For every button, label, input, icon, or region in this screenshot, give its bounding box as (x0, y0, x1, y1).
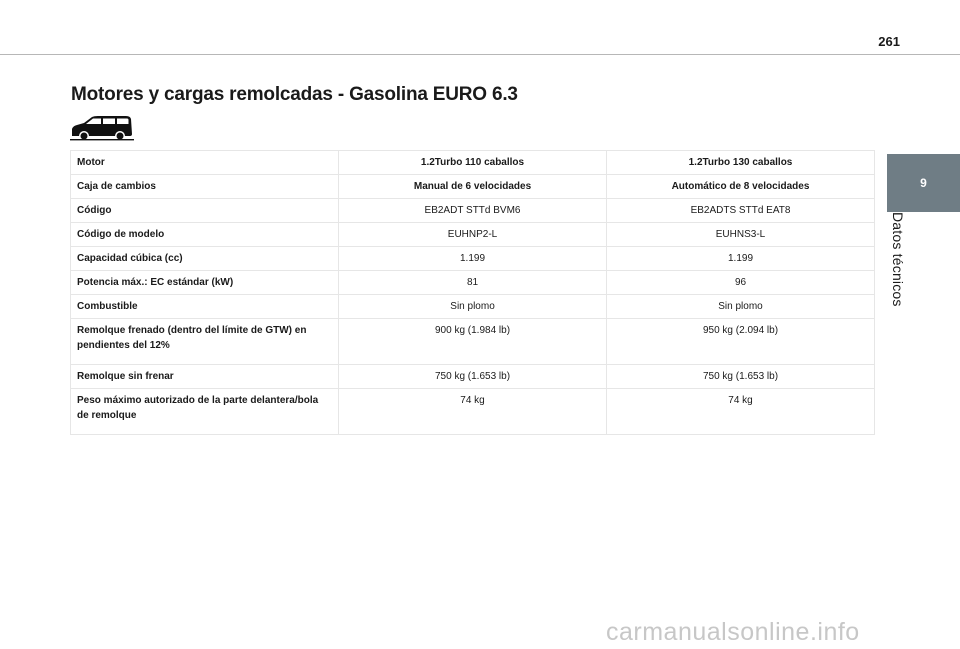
row-label: Código (71, 199, 339, 223)
row-label: Remolque frenado (dentro del límite de GTW) en pendientes del 12% (71, 319, 339, 365)
table-row (71, 223, 875, 247)
table-row (71, 199, 875, 223)
row-label: Peso máximo autorizado de la parte delantera/bola de remolque (71, 389, 339, 435)
row-value: 950 kg (2.094 lb) (607, 319, 875, 365)
table-row (71, 365, 875, 389)
engine-spec-table (70, 150, 875, 435)
row-value: 1.199 (339, 247, 607, 271)
row-value: 750 kg (1.653 lb) (607, 365, 875, 389)
row-value: 74 kg (339, 389, 607, 435)
row-value: 81 (339, 271, 607, 295)
page-title: Motores y cargas remolcadas - Gasolina EURO 6.3 (71, 84, 518, 105)
row-value: EB2ADT STTd BVM6 (339, 199, 607, 223)
watermark: carmanualsonline.info (606, 618, 860, 646)
row-value: 750 kg (1.653 lb) (339, 365, 607, 389)
row-value: Sin plomo (339, 295, 607, 319)
row-label: Capacidad cúbica (cc) (71, 247, 339, 271)
chapter-title: Datos técnicos (890, 212, 906, 307)
row-value: Automático de 8 velocidades (607, 175, 875, 199)
table-row (71, 389, 875, 435)
row-value: Manual de 6 velocidades (339, 175, 607, 199)
chapter-tab[interactable] (887, 154, 960, 212)
row-value: Sin plomo (607, 295, 875, 319)
header-rule (0, 54, 960, 55)
row-label: Combustible (71, 295, 339, 319)
row-value: 1.199 (607, 247, 875, 271)
row-value: EUHNP2-L (339, 223, 607, 247)
row-value: 96 (607, 271, 875, 295)
page-number: 261 (878, 34, 900, 49)
van-icon (70, 114, 134, 144)
row-label: Motor (71, 151, 339, 175)
row-value: 900 kg (1.984 lb) (339, 319, 607, 365)
row-value: EUHNS3-L (607, 223, 875, 247)
row-label: Remolque sin frenar (71, 365, 339, 389)
row-label: Código de modelo (71, 223, 339, 247)
table-row (71, 295, 875, 319)
table-row (71, 151, 875, 175)
row-label: Caja de cambios (71, 175, 339, 199)
row-value: 74 kg (607, 389, 875, 435)
table-row (71, 271, 875, 295)
row-value: 1.2Turbo 110 caballos (339, 151, 607, 175)
row-value: EB2ADTS STTd EAT8 (607, 199, 875, 223)
table-row (71, 319, 875, 365)
chapter-number: 9 (920, 176, 927, 190)
table-row (71, 247, 875, 271)
row-label: Potencia máx.: EC estándar (kW) (71, 271, 339, 295)
row-value: 1.2Turbo 130 caballos (607, 151, 875, 175)
table-row (71, 175, 875, 199)
